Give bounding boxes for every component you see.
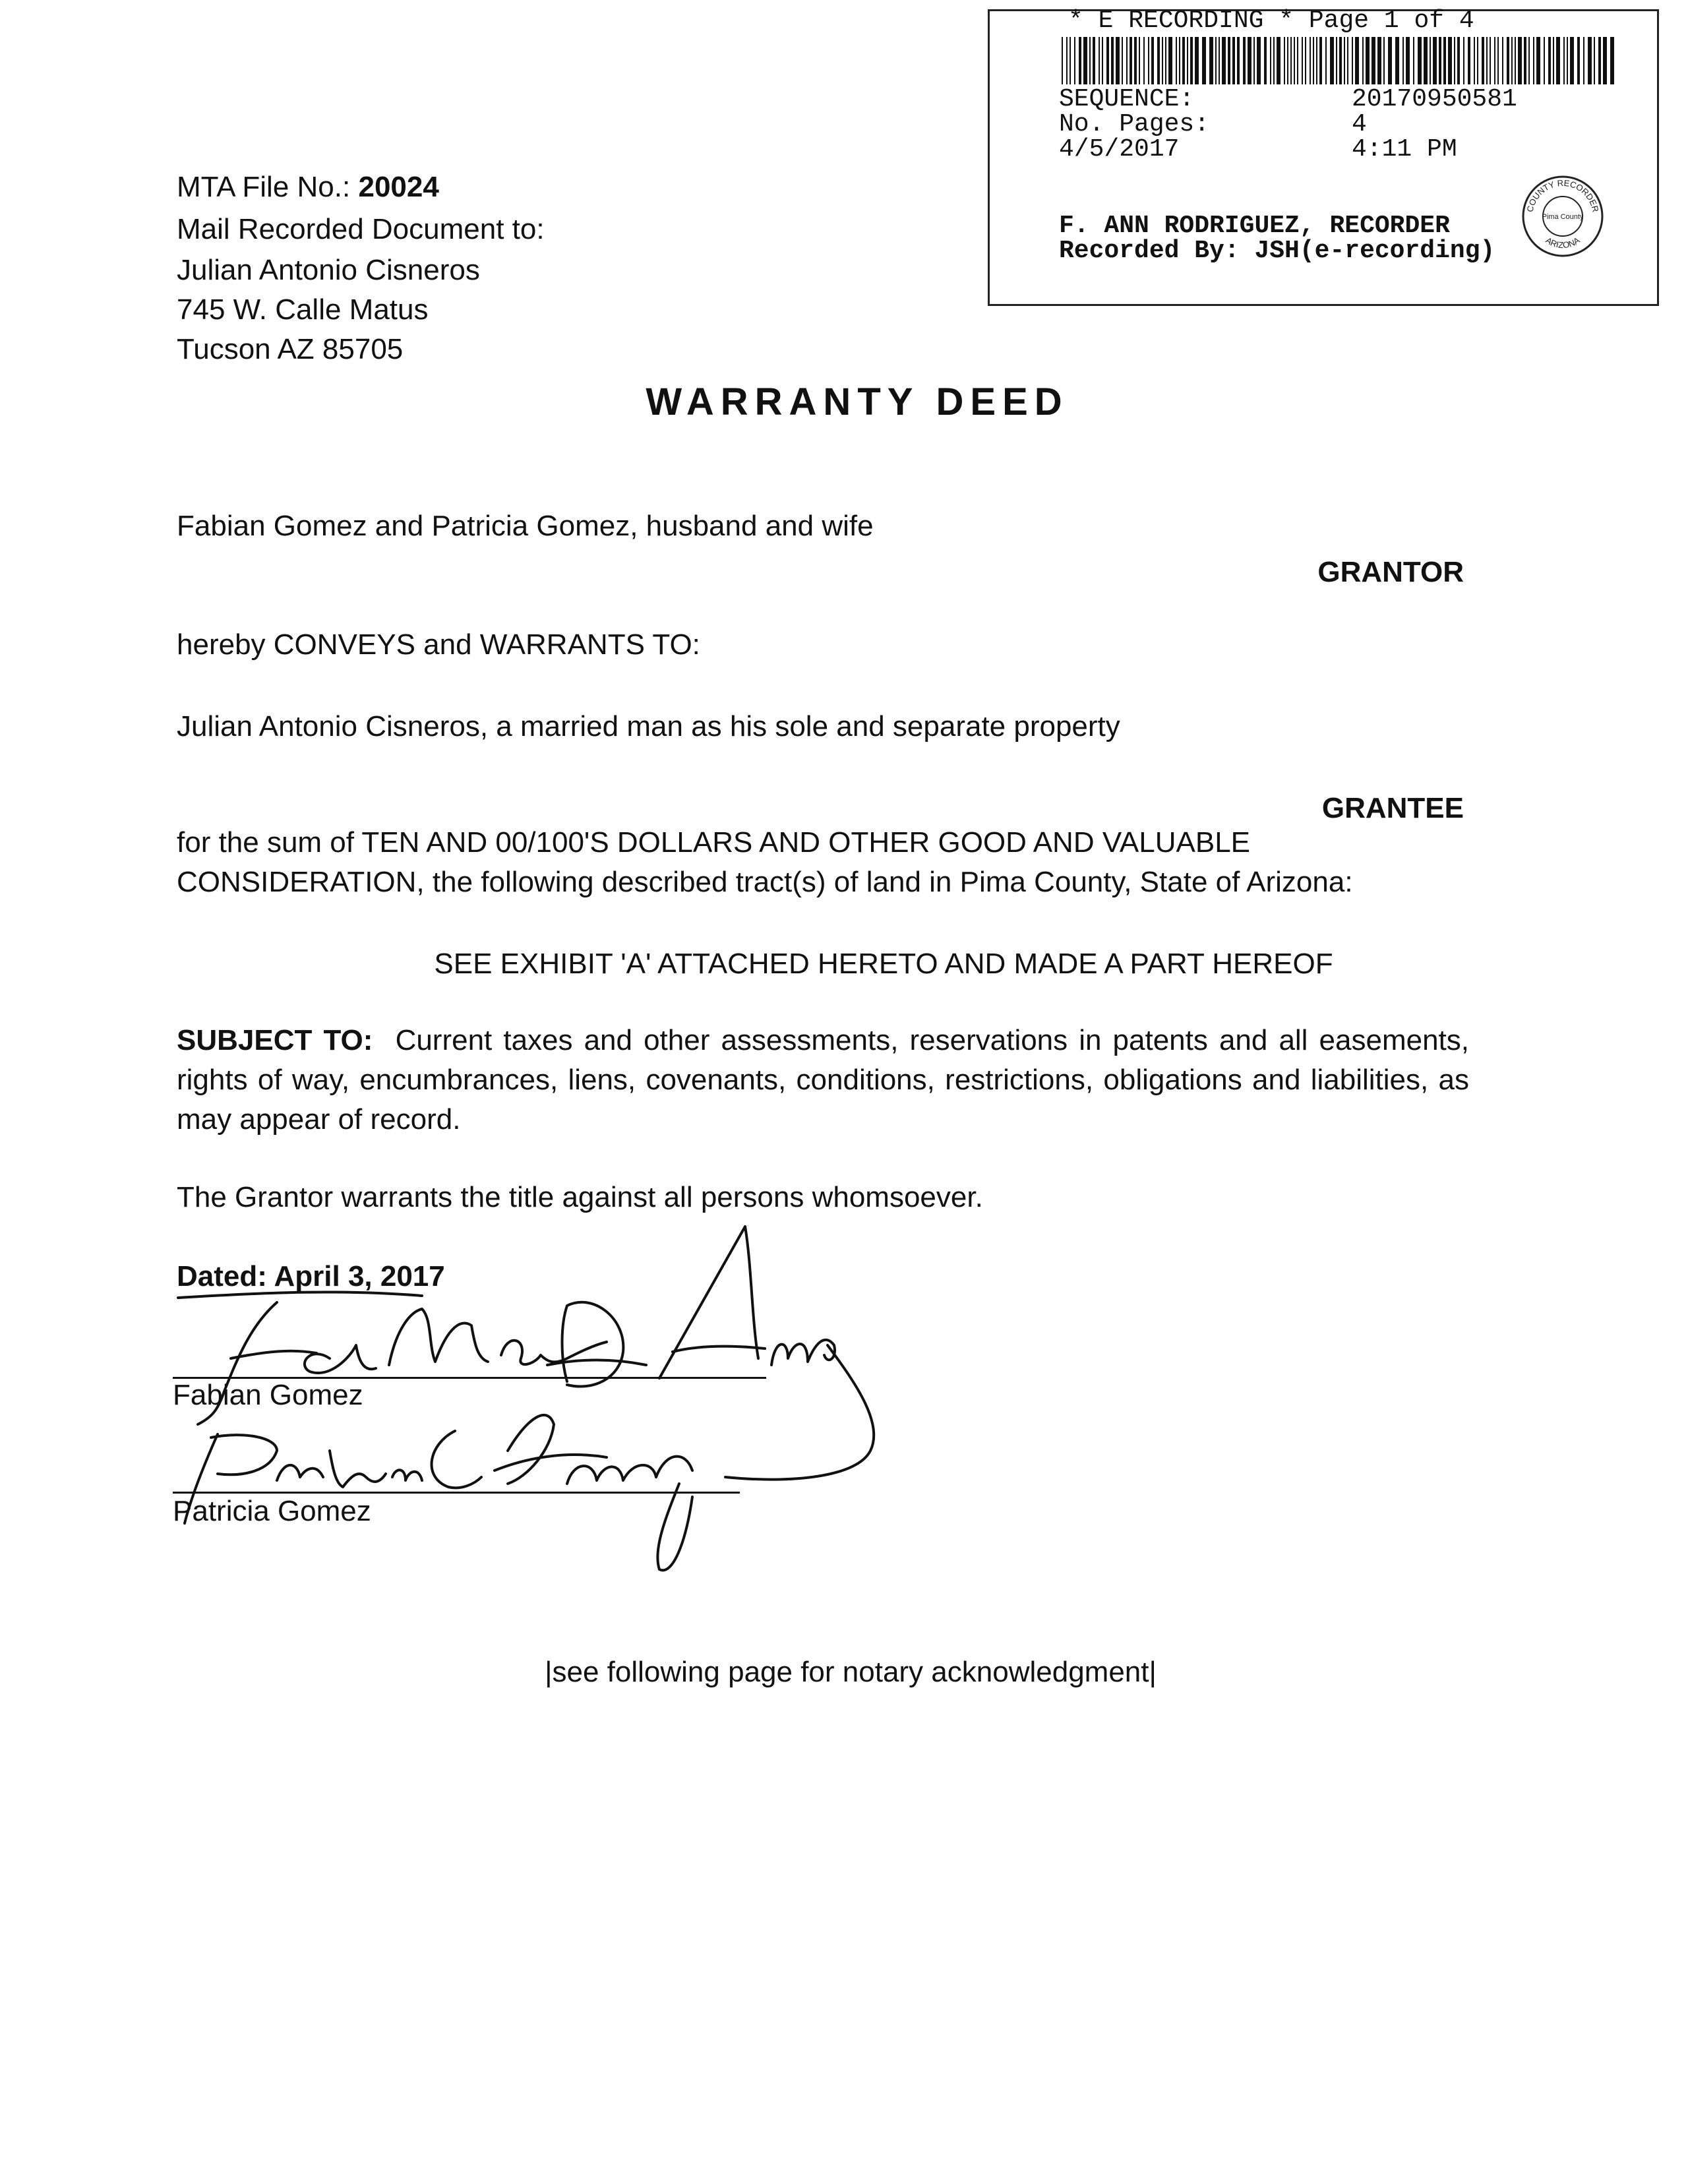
barcode-bar xyxy=(1402,37,1404,84)
grantee-label: GRANTEE xyxy=(1321,792,1464,824)
barcode-bar xyxy=(1277,37,1281,84)
barcode-bar xyxy=(1209,37,1213,84)
mta-file-label: MTA File No.: xyxy=(177,171,351,203)
signature-stroke xyxy=(725,1345,874,1480)
barcode-bar xyxy=(1099,37,1100,84)
barcode-bar xyxy=(1439,37,1441,84)
consideration-paragraph: for the sum of TEN AND 00/100'S DOLLARS AND OTHER GOOD AND VALUABLE CONSIDERATION, the following described tract(s) of land in Pima County, State of Arizona: xyxy=(177,826,1353,898)
barcode-bar xyxy=(1577,37,1580,84)
barcode-bar xyxy=(1182,37,1185,84)
barcode-bar xyxy=(1294,37,1295,84)
barcode-bar xyxy=(1143,37,1145,84)
barcode-bar xyxy=(1418,37,1422,84)
barcode-bar xyxy=(1253,37,1255,84)
barcode-bar xyxy=(1089,37,1091,84)
barcode-bar xyxy=(1536,37,1540,84)
barcode-bar xyxy=(1130,37,1132,84)
record-time: 4:11 PM xyxy=(1352,135,1457,164)
barcode-bar xyxy=(1366,37,1370,84)
barcode-bar xyxy=(1083,37,1087,84)
barcode-bar xyxy=(1515,37,1516,84)
mta-file-number xyxy=(177,167,439,207)
signature-stroke xyxy=(508,1415,554,1484)
notary-acknowledgment-note: |see following page for notary acknowledgment| xyxy=(545,1656,1157,1688)
barcode-bar xyxy=(1395,37,1399,84)
pages-value: 4 xyxy=(1352,110,1367,138)
barcode-bar xyxy=(1151,37,1154,84)
barcode-bar xyxy=(1202,37,1206,84)
signature-stroke xyxy=(231,1351,316,1358)
barcode-bar xyxy=(1126,37,1128,84)
signature-stroke xyxy=(501,1341,607,1364)
barcode-bar xyxy=(1339,37,1342,84)
subject-to-label: SUBJECT TO: xyxy=(177,1024,373,1056)
barcode-bar xyxy=(1511,37,1513,84)
barcode-bar xyxy=(1443,37,1446,84)
barcode-bar xyxy=(1187,37,1188,84)
mail-to-label: Mail Recorded Document to: xyxy=(177,213,545,245)
barcode-bar xyxy=(1528,37,1530,84)
barcode-bar xyxy=(1297,37,1298,84)
barcode-bar xyxy=(1372,37,1375,84)
subject-to-paragraph xyxy=(177,1021,1469,1139)
barcode-bar xyxy=(1079,37,1081,84)
recipient-city: Tucson AZ 85705 xyxy=(177,333,404,365)
barcode-bar xyxy=(1468,37,1470,84)
barcode-bar xyxy=(1583,37,1584,84)
barcode-bar xyxy=(1148,37,1149,84)
barcode-bar xyxy=(1264,37,1267,84)
county-recorder-seal-icon xyxy=(1521,174,1605,258)
barcode-bar xyxy=(1544,37,1545,84)
barcode-bar xyxy=(1215,37,1217,84)
signature-stroke xyxy=(495,1455,607,1471)
barcode-bar xyxy=(1165,37,1166,84)
barcode-bar xyxy=(1066,37,1068,84)
barcode-bar xyxy=(1319,37,1322,84)
barcode-bar xyxy=(1502,37,1503,84)
seal-outer-bottom: ARIZONA xyxy=(1544,235,1582,251)
barcode-bar xyxy=(1570,37,1574,84)
barcode-bar xyxy=(1355,37,1359,84)
barcode-bar xyxy=(1316,37,1317,84)
barcode-bar xyxy=(1111,37,1114,84)
barcode-bar xyxy=(1290,37,1292,84)
barcode-bar xyxy=(1533,37,1534,84)
barcode-bar xyxy=(1413,37,1414,84)
sequence-label: SEQUENCE: xyxy=(1059,85,1195,113)
barcode-bar xyxy=(1497,37,1499,84)
recorded-by: Recorded By: JSH(e-recording) xyxy=(1059,237,1495,265)
grantor-names: Fabian Gomez and Patricia Gomez, husband and wife xyxy=(177,510,874,542)
barcode-bar xyxy=(1556,37,1560,84)
barcode-bar xyxy=(1102,37,1103,84)
barcode-bar xyxy=(1474,37,1475,84)
seal-outer-top: COUNTY RECORDER xyxy=(1524,177,1601,213)
dated-line: Dated: April 3, 2017 xyxy=(177,1260,445,1292)
barcode-bar xyxy=(1325,37,1327,84)
exhibit-reference: SEE EXHIBIT 'A' ATTACHED HERETO AND MADE A PART HEREOF xyxy=(434,948,1333,980)
barcode-bar xyxy=(1430,37,1431,84)
recipient-name: Julian Antonio Cisneros xyxy=(177,254,480,286)
barcode-bar xyxy=(1305,37,1306,84)
barcode-bar xyxy=(1116,37,1120,84)
barcode-bar xyxy=(1302,37,1303,84)
barcode-bar xyxy=(1106,37,1109,84)
barcode-bar xyxy=(1477,37,1478,84)
barcode-bar xyxy=(1336,37,1337,84)
barcode-bar xyxy=(1248,37,1251,84)
sequence-value: 20170950581 xyxy=(1352,85,1517,113)
grantor-label: GRANTOR xyxy=(1317,556,1464,588)
barcode-bar xyxy=(1548,37,1551,84)
barcode-bar xyxy=(1406,37,1410,84)
signature-stroke xyxy=(277,1465,323,1480)
signature-stroke xyxy=(211,1435,277,1474)
barcode-bar xyxy=(1362,37,1364,84)
barcode-bar xyxy=(1139,37,1140,84)
barcode-bar xyxy=(1134,37,1137,84)
barcode-bar xyxy=(1377,37,1381,84)
barcode-bar xyxy=(1388,37,1392,84)
warranty-statement: The Grantor warrants the title against all persons whomsoever. xyxy=(177,1181,983,1213)
signer-name-2: Patricia Gomez xyxy=(173,1495,371,1527)
barcode-bar xyxy=(1070,37,1071,84)
barcode-bar xyxy=(1168,37,1172,84)
barcode-bar xyxy=(1122,37,1123,84)
barcode-bar xyxy=(1433,37,1437,84)
barcode-bar xyxy=(1454,37,1455,84)
barcode-bar xyxy=(1553,37,1554,84)
barcode-bar xyxy=(1232,37,1235,84)
barcode-bar xyxy=(1237,37,1240,84)
barcode-bar xyxy=(1352,37,1353,84)
barcode-bar xyxy=(1062,37,1063,84)
barcode-bar xyxy=(1594,37,1595,84)
barcode-bar xyxy=(1176,37,1177,84)
barcode-bar xyxy=(1507,37,1509,84)
barcode-bar xyxy=(1219,37,1220,84)
barcode-bar xyxy=(1195,37,1199,84)
barcode-bar xyxy=(1463,37,1464,84)
subject-to-text: Current taxes and other assessments, reservations in patents and all easements, rights of way, encumbrances, liens, covenants, conditions, restrictions, obligations and liabilities, as may appear of record. xyxy=(177,1024,1469,1136)
barcode-bar xyxy=(1490,37,1491,84)
document-title: WARRANTY DEED xyxy=(646,380,1069,423)
barcode-bar xyxy=(1563,37,1565,84)
signature-stroke xyxy=(659,1227,758,1378)
barcode-bar xyxy=(1524,37,1526,84)
signature-stroke xyxy=(392,1470,422,1480)
barcode-bar xyxy=(1448,37,1452,84)
barcode-bar xyxy=(1313,37,1314,84)
barcode-bar xyxy=(1347,37,1348,84)
mta-file-value: 20024 xyxy=(358,171,439,203)
barcode-bar xyxy=(1610,37,1614,84)
barcode-bar xyxy=(1074,37,1075,84)
signer-name-1: Fabian Gomez xyxy=(173,1379,363,1411)
signature-stroke xyxy=(657,1484,692,1570)
seal-inner: Pima County xyxy=(1542,213,1584,221)
barcode-bar xyxy=(1310,37,1311,84)
signature-stroke xyxy=(673,1347,765,1352)
signature-stroke xyxy=(432,1431,481,1488)
barcode-bar xyxy=(1190,37,1193,84)
recipient-street: 745 W. Calle Matus xyxy=(177,293,429,326)
recorder-name: F. ANN RODRIGUEZ, RECORDER xyxy=(1059,212,1450,240)
signature-stroke xyxy=(305,1345,376,1373)
signature-stroke xyxy=(562,1302,624,1387)
barcode-bar xyxy=(1588,37,1592,84)
barcode-bar xyxy=(1243,37,1246,84)
barcode-bar xyxy=(1257,37,1261,84)
barcode-bar xyxy=(1486,37,1488,84)
barcode-bar xyxy=(1424,37,1428,84)
barcode-bar xyxy=(1603,37,1607,84)
barcode-bar xyxy=(1598,37,1601,84)
signature-stroke xyxy=(771,1340,835,1365)
conveys-statement: hereby CONVEYS and WARRANTS TO: xyxy=(177,628,700,661)
signature-stroke xyxy=(389,1309,488,1365)
record-date: 4/5/2017 xyxy=(1059,135,1180,164)
stamp-header: * E RECORDING * Page 1 of 4 xyxy=(1068,7,1474,35)
barcode-bar xyxy=(1344,37,1345,84)
barcode-bar xyxy=(1222,37,1226,84)
barcode-bar xyxy=(1494,37,1495,84)
barcode-bar xyxy=(1157,37,1160,84)
pages-label: No. Pages: xyxy=(1059,110,1210,138)
signature-stroke xyxy=(567,1457,692,1484)
barcode-bar xyxy=(1270,37,1271,84)
barcode-bar xyxy=(1162,37,1163,84)
barcode-bar xyxy=(1383,37,1385,84)
grantee-names: Julian Antonio Cisneros, a married man as his sole and separate property xyxy=(177,710,1120,743)
signature-stroke xyxy=(547,1360,646,1366)
barcode-bar xyxy=(1273,37,1275,84)
barcode-bar xyxy=(1287,37,1288,84)
barcode-bar xyxy=(1284,37,1285,84)
barcode-bar xyxy=(1228,37,1230,84)
barcode-bar xyxy=(1457,37,1460,84)
barcode-icon xyxy=(1062,37,1615,84)
barcode-bar xyxy=(1518,37,1522,84)
signature-stroke xyxy=(330,1451,386,1487)
barcode-bar xyxy=(1179,37,1180,84)
barcode-bar xyxy=(1482,37,1484,84)
barcode-bar xyxy=(1330,37,1334,84)
barcode-bar xyxy=(1567,37,1568,84)
barcode-bar xyxy=(1093,37,1095,84)
